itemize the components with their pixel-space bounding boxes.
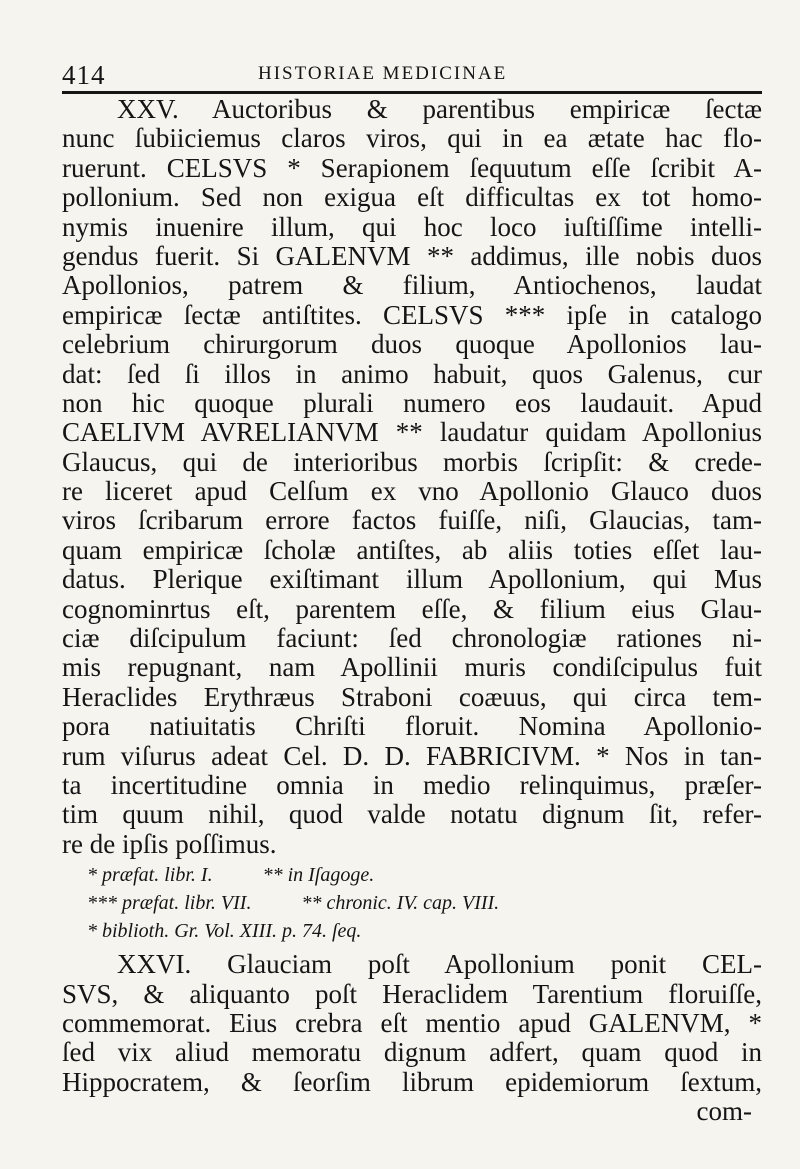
footnote-line: * biblioth. Gr. Vol. XIII. p. 74. ſeq. [87,920,362,943]
catchword: com- [696,1096,752,1126]
text-line: nymis inuenire illum, qui hoc loco iuſtiſſime intelli- [62,212,762,242]
header-rule [62,91,762,94]
text-line: SVS, & aliquanto poſt Heraclidem Tarentium floruiſſe, [62,979,762,1009]
text-line: XXVI. Glauciam poſt Apollonium ponit CEL- [117,950,762,980]
text-line: ciæ diſcipulum faciunt: ſed chronologiæ rationes ni- [62,624,762,654]
text-line: Heraclides Erythræus Straboni coæuus, qui circa tem- [62,682,762,712]
text-line: Glaucus, qui de interioribus morbis ſcripſit: & crede- [62,447,762,477]
text-line: ruerunt. CELSVS * Serapionem ſequutum eſſe ſcribit A- [62,153,762,183]
section-xxvi [62,950,762,1097]
text-line: re de ipſis poſſimus. [62,829,277,859]
text-line: re liceret apud Celſum ex vno Apollonio Glauco duos [62,477,762,507]
text-line: gendus fuerit. Si GALENVM ** addimus, ille nobis duos [62,241,762,271]
text-line: commemorat. Eius crebra eſt mentio apud GALENVM, * [62,1008,762,1038]
text-line: rum viſurus adeat Cel. D. D. FABRICIVM. * Nos in tan- [62,741,762,771]
text-line: pora natiuitatis Chriſti floruit. Nomina Apollonio- [62,712,762,742]
text-line: cognominrtus eſt, parentem eſſe, & filium eius Glau- [62,594,762,624]
text-line: viros ſcribarum errore factos fuiſſe, niſi, Glaucias, tam- [62,506,762,536]
page-header [62,60,752,92]
text-line: datus. Plerique exiſtimant illum Apollonium, qui Mus [62,565,762,595]
running-head: HISTORIAE MEDICINAE [258,63,508,84]
page-number: 414 [62,60,106,90]
text-line: dat: ſed ſi illos in animo habuit, quos Galenus, cur [62,359,762,389]
footnote-line: *** præfat. libr. VII. ** chronic. IV. cap. VIII. [87,892,500,915]
footnote-line: * præfat. libr. I. ** in Iſagoge. [87,864,375,887]
text-line: Apollonios, patrem & filium, Antiochenos, laudat [62,271,762,301]
text-line: tim quum nihil, quod valde notatu dignum ſit, refer- [62,800,762,830]
section-xxv [62,95,762,859]
text-line: CAELIVM AVRELIANVM ** laudatur quidam Apollonius [62,418,762,448]
text-line: pollonium. Sed non exigua eſt difficultas ex tot homo- [62,183,762,213]
text-line: nunc ſubiiciemus claros viros, qui in ea ætate hac flo- [62,124,762,154]
text-line: non hic quoque plurali numero eos laudauit. Apud [62,388,762,418]
text-line: quam empiricæ ſcholæ antiſtes, ab aliis toties eſſet lau- [62,535,762,565]
text-line: ſed vix aliud memoratu dignum adfert, quam quod in [62,1038,762,1068]
text-line: mis repugnant, nam Apollinii muris condiſcipulus fuit [62,653,762,683]
text-line: ta incertitudine omnia in medio relinquimus, præſer- [62,770,762,800]
text-block [62,95,762,1097]
text-line: XXV. Auctoribus & parentibus empiricæ ſectæ [117,95,762,124]
footnotes [62,861,762,945]
text-line: celebrium chirurgorum duos quoque Apollonios lau- [62,330,762,360]
text-line: Hippocratem, & ſeorſim librum epidemiorum ſextum, [62,1067,762,1097]
text-line: empiricæ ſectæ antiſtites. CELSVS *** ipſe in catalogo [62,300,762,330]
